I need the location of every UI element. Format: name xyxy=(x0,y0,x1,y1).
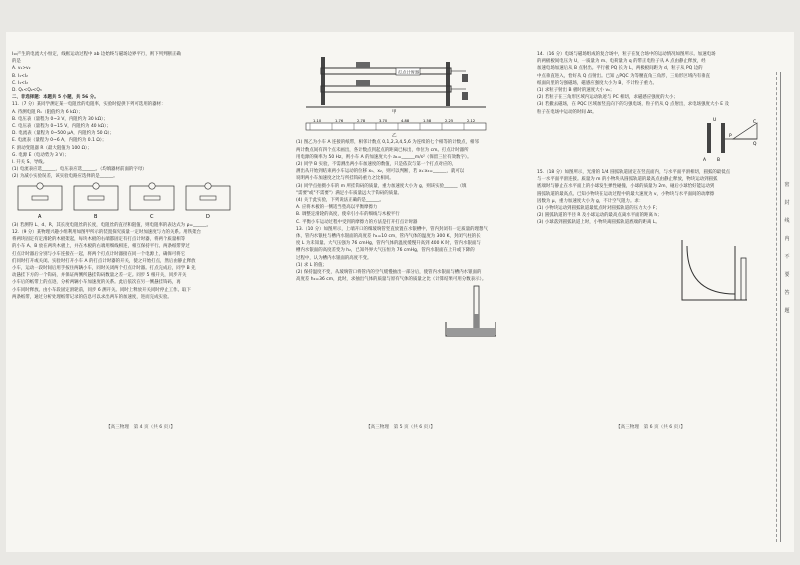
question-14 xyxy=(537,52,762,116)
text-line: B. 调整定滑轮的高度，使牵引小车的细线与木板平行 xyxy=(296,212,400,218)
q11-part3: (3) 若测得 L、d、R，其长度电阻丝的长度，电阻丝的直径和阻值，则电阻率的表达式为 ρ=______。 xyxy=(12,222,212,228)
text-line: E. 电流表（量程为 0~6 A，内阻约为 0.1 Ω）； xyxy=(12,138,107,144)
circuit-label: A xyxy=(38,213,42,220)
text-line: 的小车 A、B 放在两块木板上，并在木板的右端用细线相连，相互保持平行。两条纸带穿过 xyxy=(12,244,190,250)
seal-char: 密 xyxy=(784,182,790,188)
text-line: 用电源的频率为 50 Hz，则小车 A 的加速度大小 a₁=______m/s²（保留三位有效数字）。 xyxy=(296,154,472,160)
text-line: (4) 关于此实验，下列说法正确的是______。 xyxy=(296,198,384,204)
text-line: 们同时打开或关闭。实验时打开小车 A 的打点计时器的开关，使之开始打点，然后由静止释放 xyxy=(12,258,196,264)
text-line: 过程中，认为槽内水银面的高度不变。 xyxy=(296,255,372,261)
meter-symbol xyxy=(205,182,211,188)
text-line: (3) 若撤去磁场，在 PQC 区域加竖直向下的匀强电场，粒子仍从 Q 点射出，求电场强度大小 E 及 xyxy=(537,102,730,108)
text-line: C. 平衡小车运动过程中受到的摩擦力的方法是打开打点计时器 xyxy=(296,219,418,225)
text-line: D. Q₁<Q₂<Q₃ xyxy=(12,88,42,94)
text-line: C. 电压表（量程为 0~15 V，内阻约为 40 kΩ）； xyxy=(12,124,111,130)
text-line: F. 滑动变阻器 R（最大阻值为 100 Ω）； xyxy=(12,145,92,151)
text-line: 15.（18 分）如图所示，光滑的 1/4 圆弧轨道固定在竖直面内，与水平面平滑相切，圆弧的最低点 xyxy=(537,170,731,176)
text-line: (2) 同学 B 实验，不需测出两小车加速度的数值，只是依次与第一个打点对应的， xyxy=(296,162,457,168)
resistor-symbol xyxy=(200,196,216,200)
meter-symbol xyxy=(93,182,99,188)
tape-distance: 2.12 xyxy=(467,119,476,124)
text-line: 粒子在电场中运动的时间 Δt。 xyxy=(537,109,597,115)
figure-point-label: Q xyxy=(753,141,757,147)
q10-options xyxy=(12,52,264,94)
text-line: 度 L 为未知量。大气压强为 76 cmHg，管内气体的温度缓慢升高到 400 K 时，管内水银面与 xyxy=(296,241,481,247)
footer-page-5: 【高三物理 第 5 页（共 6 页）】 xyxy=(366,425,436,430)
seal-char: 题 xyxy=(784,308,790,314)
figure-point-label: P xyxy=(729,133,732,139)
question-15 xyxy=(537,170,762,227)
text-line: 槽内水银面的高度差变为 h₂，已知外界大气压恒为 76 cmHg，管内水银面在上升或下降的 xyxy=(296,248,475,254)
text-line: G. 电源 E（电动势为 3 V）； xyxy=(12,152,70,158)
fold-line xyxy=(776,72,777,542)
tape-distance: 1.10 xyxy=(313,119,322,124)
text-line: 13.（10 分）如图所示，上端开口的细玻璃管竖直放置在水银槽中，管内封闭有一定质量的理想气 xyxy=(296,226,488,232)
figure-point-label: A xyxy=(703,157,707,163)
text-line: 底端时与静止在水平面上的小球发生弹性碰撞，小球的质量为 2m，碰后小球恰好能运动到 xyxy=(537,184,715,190)
section-heading: 二、非选择题：本题共 5 小题，共 56 分。 xyxy=(12,95,99,101)
column-middle xyxy=(296,52,526,346)
circuit-diagrams xyxy=(12,182,242,220)
seal-char: 不 xyxy=(784,254,790,260)
text-line: 体，管内水银柱与槽内水银面的高度差 h₁=10 cm，管内气体的温度为 300 K，封闭气柱的长 xyxy=(296,234,481,240)
resistor-symbol xyxy=(88,196,104,200)
tape-ruler-figure xyxy=(296,117,496,137)
apparatus-figure xyxy=(296,52,496,114)
text-line: (1) 电流表应选______，电压表应选______。（均填器材前面的字母） xyxy=(12,167,147,173)
text-line: 中点垂直进入，恰好从 Q 点射出。已知 △PQC 为等腰直角三角形，三角形区域内有垂直 xyxy=(537,73,711,79)
tube-figure xyxy=(296,284,496,342)
text-line: 说明两小车加速度之比与所挂钩码重力之比相同。 xyxy=(296,176,394,182)
seal-char: 答 xyxy=(784,290,790,296)
seal-char: 封 xyxy=(784,200,790,206)
text-line: I₁₀产生的电流大小恒定，线框运动过程中 ab 边始终与磁场边界平行，则下列判断正确 xyxy=(12,52,181,57)
column-right xyxy=(537,52,762,309)
text-line: 测出从开始到结束两小车运动的位移 x₁、x₂，则可以判断，若 x₁:x₂=______，就可以 xyxy=(296,169,465,175)
seal-char: 线 xyxy=(784,218,790,224)
figure-point-label: U xyxy=(713,117,717,123)
question-13 xyxy=(296,227,526,284)
arc-track-figure xyxy=(537,228,762,306)
footer-page-4: 【高三物理 第 4 页（共 6 页）】 xyxy=(106,425,176,430)
text-line: (1) 求粒子射出 B 板时的速度大小 v₀； xyxy=(537,88,615,94)
text-line: A. 待测电阻 Rₓ（阻值约为 6 kΩ）； xyxy=(12,109,83,115)
tape-distance: 4.88 xyxy=(401,119,410,124)
text-line: D. 电流表（量程为 0~500 μA，内阻约为 50 Ω）； xyxy=(12,131,115,137)
circuit-label: B xyxy=(94,213,98,220)
text-line: 将两块固定有定滑轮的木板架起，每块木板的右端都固定有打点计时器，将两个质量相等 xyxy=(12,237,186,243)
text-line: 动悬挂下方的一个钩码，并保证两侧所悬挂钩码数量之差一定。同步 5 根开关，同步开关 xyxy=(12,273,187,279)
text-line: 的两极板间电压为 U，一质量为 m、电荷量为 q 的带正电粒子从 A 点由静止释放，经 xyxy=(537,59,706,65)
figure-label-yi: 乙 xyxy=(392,133,397,138)
tape-distance: 3.70 xyxy=(379,119,388,124)
text-line: C. I₁<I₂ xyxy=(12,80,29,86)
text-line: (1) 求 L 的值； xyxy=(296,262,327,268)
text-line: I. 开关 S、导线。 xyxy=(12,160,48,166)
text-line: 的是 xyxy=(12,59,21,65)
text-line: 两计数点间有四个点未画出，各计数点到起点的距离已标出，单位为 cm。打点计时器所 xyxy=(296,147,469,153)
text-line: (2) 圆弧轨道的半径 R 及小球运动的最高点离水平面的距离 h； xyxy=(537,213,662,219)
text-line: B. 电压表（量程为 0~3 V，内阻约为 30 kΩ）； xyxy=(12,116,108,122)
text-line: "需要"或"不需要"）满足小车质量远大于钩码的质量。 xyxy=(296,190,402,196)
exam-sheet xyxy=(6,32,794,552)
figure-point-label: C xyxy=(753,119,757,125)
apparatus-label: 打点计时器 xyxy=(398,69,420,75)
footer-page-6: 【高三物理 第 6 页（共 6 页）】 xyxy=(616,425,686,430)
field-figure xyxy=(537,117,762,167)
meter-symbol xyxy=(149,182,155,188)
text-line: 打点计时器后分别与小车连接在一起，将两个打点计时器接在同一个电源上，确保可将它 xyxy=(12,251,186,257)
resistor-symbol xyxy=(144,196,160,200)
column-left xyxy=(12,52,264,302)
text-line: (2) 为减小实验误差，该实验电路应选择的是______。 xyxy=(12,174,118,180)
text-line: 两条纸带，通过分析处理纸带记录的信息可以求出两车的加速度，进而完成实验。 xyxy=(12,294,172,300)
text-line: (3) 同学点拍摄小车的 m 所挂钩码的质量，重力加速度大小为 g，则该实验______（填 xyxy=(296,183,467,189)
seal-char: 内 xyxy=(784,236,790,242)
text-line: A. 应将木板的一侧适当垫高以平衡摩擦力 xyxy=(296,205,378,211)
text-line: (2) 若粒子在三角形区域内运动轨迹与 PC 相切，求磁感应强度的大小； xyxy=(537,95,678,101)
text-line: B. I₁<I₂ xyxy=(12,73,28,79)
text-line: 与一水平面平滑连接。质量为 m 的小物块从圆弧轨道的最高点由静止释放，物块运动到圆弧 xyxy=(537,177,718,183)
text-line: (2) 保持温度不变，从玻璃管口将管内的空气缓慢抽出一部分后，使管内水银面与槽内水银面的 xyxy=(296,270,482,276)
text-line: 加速电场加速后从 B 点射出。平行板 PQ 长为 L，两极板间距为 d，粒子从 PQ 边的 xyxy=(537,66,703,72)
circuit-label: C xyxy=(150,213,154,220)
text-line: 小车，运动一段时间后用手按住两辆小车，同时关闭两个打点计时器。打点完成后，同学 B 先 xyxy=(12,266,196,272)
question-12-parts xyxy=(296,140,526,225)
resistor-symbol xyxy=(32,196,48,200)
seal-strip xyxy=(780,72,793,542)
text-line: 小车同时释放。由小车段固定滑轮前，同步 6 测开关。同时上释放开关同时停止工作。取下 xyxy=(12,287,191,293)
figure-point-label: B xyxy=(717,157,721,163)
circuit-label: D xyxy=(206,213,210,220)
tape-distance: 2.25 xyxy=(445,119,454,124)
text-line: (3) 小球落到圆弧轨道上时，小物块离圆弧轨道底端的距离 L。 xyxy=(537,220,660,226)
text-line: 因数为 μ，重力加速度大小为 g，不计空气阻力。求： xyxy=(537,198,644,204)
meter-symbol xyxy=(37,182,43,188)
text-line: (1) 图乙为小车 A 连接的纸带，相邻计数点 0,1,2,3,4,5,6 为连续的七个相等的计数点，相邻 xyxy=(296,140,479,146)
text-line: 14.（16 分）电场与磁场组成的复合场中，粒子在复合场中的运动情况如图所示。加速电场 xyxy=(537,52,716,57)
question-12 xyxy=(12,230,264,301)
text-line: 小车后的纸带上的点迹，分析两辆小车加速度的关系。此后依次在另一侧悬挂钩码，再 xyxy=(12,280,181,286)
text-line: A. v₁>v₂ xyxy=(12,66,31,72)
question-11 xyxy=(12,102,264,180)
text-line: 圆弧轨道的最高点。已知小物块在运动过程中的最大速度为 v，小物块与水平面间的动摩擦 xyxy=(537,191,715,197)
text-line: 高度差 h₂=36 cm，此时，求抽出气体的质量与原有气体的质量之比（计算结果可用分数表示）。 xyxy=(296,277,487,283)
text-line: 11.（7 分）某同学测定某一电阻丝的电阻率，实验时提供下列可选用的器材： xyxy=(12,102,166,108)
text-line: (1) 小物块运动到圆弧轨道最低点时对圆弧轨道的压力大小 F； xyxy=(537,206,660,212)
seal-char: 要 xyxy=(784,272,790,278)
tape-distance: 1.58 xyxy=(423,119,432,124)
text-line: 12.（9 分）某物理兴趣小组利用如图甲所示的装置探究质量一定时加速度与力的关系。用铁架台 xyxy=(12,230,202,236)
text-line: 纸面向里的匀强磁场，磁感应强度大小为 B，不计粒子重力。 xyxy=(537,80,657,86)
tape-distance: 2.78 xyxy=(357,119,366,124)
figure-label-jia: 甲 xyxy=(392,110,397,114)
tape-distance: 1.76 xyxy=(335,119,344,124)
